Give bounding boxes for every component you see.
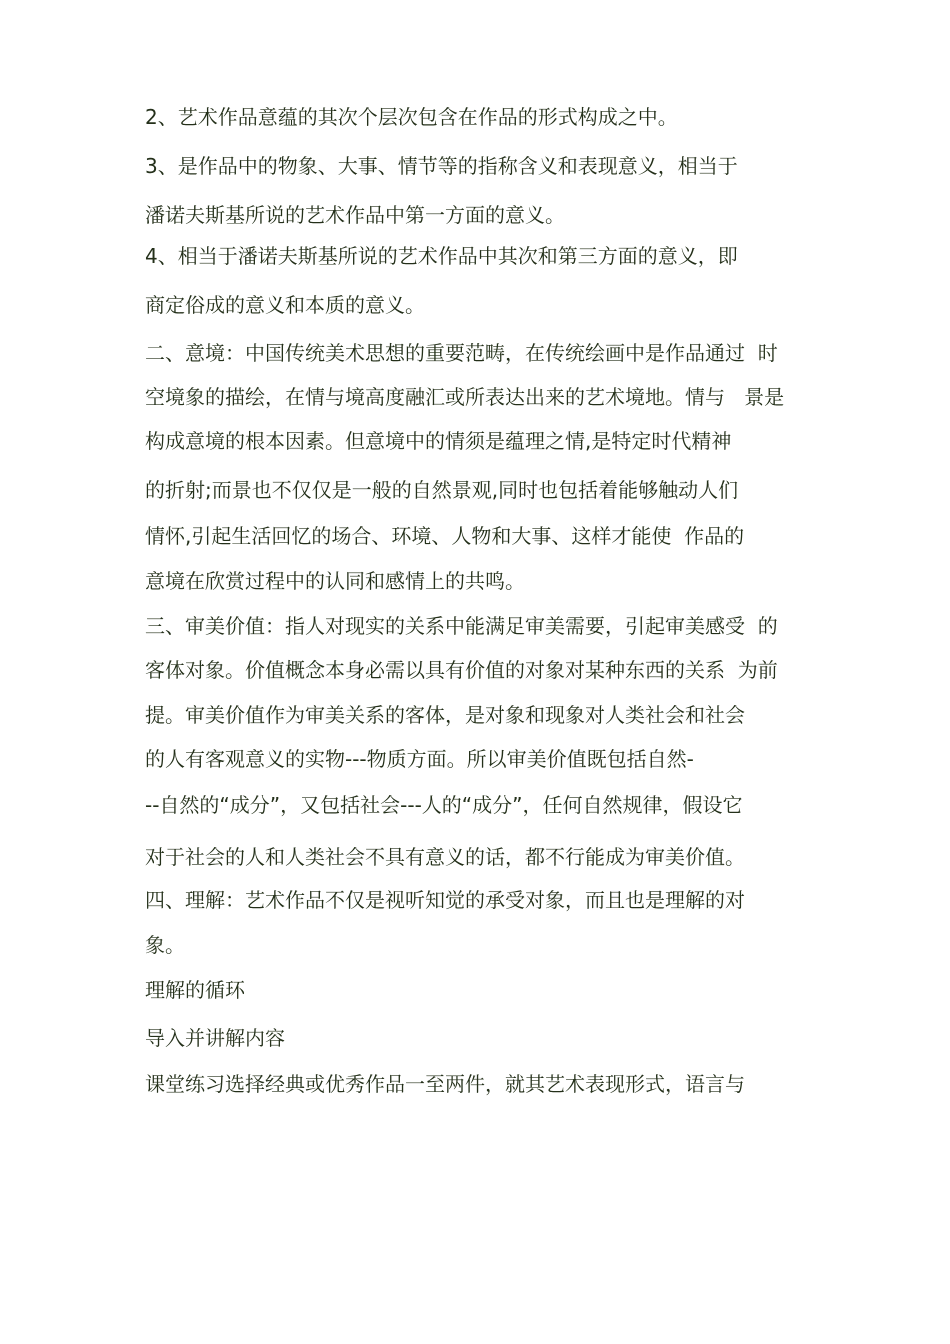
text-line-17: 对于社会的人和人类社会不具有意义的话，都不行能成为审美价值。 bbox=[145, 845, 745, 869]
text-line-9: 的折射;而景也不仅仅是一般的自然景观,同时也包括着能够触动人们 bbox=[145, 478, 739, 502]
text-line-1: 2、艺术作品意蕴的其次个层次包含在作品的形式构成之中。 bbox=[145, 105, 678, 129]
text-line-3: 潘诺夫斯基所说的艺术作品中第一方面的意义。 bbox=[145, 203, 565, 227]
text-line-22: 课堂练习选择经典或优秀作品一至两件，就其艺术表现形式，语言与 bbox=[145, 1072, 745, 1096]
text-line-20: 理解的循环 bbox=[145, 978, 245, 1002]
text-line-7: 空境象的描绘，在情与境高度融汇或所表达出来的艺术境地。情与 景是 bbox=[145, 385, 785, 409]
text-line-13: 客体对象。价值概念本身必需以具有价值的对象对某种东西的关系 为前 bbox=[145, 658, 778, 682]
text-line-11: 意境在欣赏过程中的认同和感情上的共鸣。 bbox=[145, 569, 525, 593]
text-line-16: --自然的“成分”，又包括社会---人的“成分”，任何自然规律，假设它 bbox=[145, 793, 743, 817]
text-line-19: 象。 bbox=[145, 933, 185, 957]
text-line-8: 构成意境的根本因素。但意境中的情须是蕴理之情,是特定时代精神 bbox=[145, 429, 732, 453]
text-line-21: 导入并讲解内容 bbox=[145, 1026, 285, 1050]
text-line-18: 四、理解：艺术作品不仅是视听知觉的承受对象，而且也是理解的对 bbox=[145, 888, 745, 912]
text-line-10: 情怀,引起生活回忆的场合、环境、人物和大事、这样才能使 作品的 bbox=[145, 524, 745, 548]
text-line-12: 三、审美价值：指人对现实的关系中能满足审美需要，引起审美感受 的 bbox=[145, 614, 778, 638]
text-line-2: 3、是作品中的物象、大事、情节等的指称含义和表现意义，相当于 bbox=[145, 154, 738, 178]
text-line-5: 商定俗成的意义和本质的意义。 bbox=[145, 293, 425, 317]
text-line-4: 4、相当于潘诺夫斯基所说的艺术作品中其次和第三方面的意义，即 bbox=[145, 244, 738, 268]
text-line-15: 的人有客观意义的实物---物质方面。所以审美价值既包括自然- bbox=[145, 747, 694, 771]
text-line-6: 二、意境：中国传统美术思想的重要范畴，在传统绘画中是作品通过 时 bbox=[145, 341, 778, 365]
text-line-14: 提。审美价值作为审美关系的客体，是对象和现象对人类社会和社会 bbox=[145, 703, 745, 727]
